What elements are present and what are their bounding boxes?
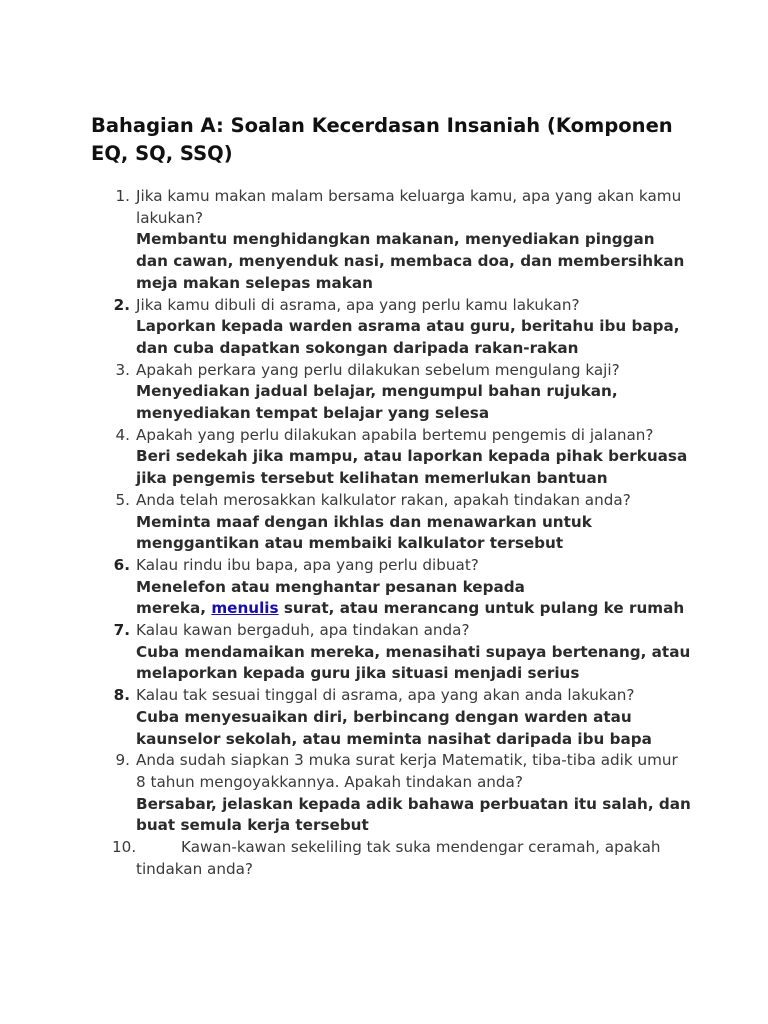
question-text: Anda telah merosakkan kalkulator rakan, apakah tindakan anda? — [136, 490, 631, 509]
answer-text: Menyediakan jadual belajar, mengumpul bahan rujukan, menyediakan tempat belajar yang selesa — [136, 382, 618, 423]
item-number: 5. — [115, 490, 130, 509]
answer-text: Laporkan kepada warden asrama atau guru, beritahu ibu bapa, dan cuba dapatkan sokongan daripada rakan-rakan — [136, 317, 680, 357]
answer-text: Meminta maaf dengan ikhlas dan menawarkan untuk menggantikan atau membaiki kalkulator tersebut — [136, 512, 592, 553]
question-list — [91, 186, 691, 881]
question-text: Anda sudah siapkan 3 muka surat kerja Matematik, tiba-tiba adik umur 8 tahun mengoyakkannya. Apakah tindakan anda? — [136, 751, 678, 791]
answer-pre-link: mereka, — [136, 599, 212, 618]
answer-text: Bersabar, jelaskan kepada adik bahawa perbuatan itu salah, dan buat semula kerja tersebut — [136, 794, 691, 835]
menulis-link[interactable]: menulis — [211, 599, 279, 618]
item-number: 1. — [115, 187, 130, 205]
answer-text: Cuba mendamaikan mereka, menasihati supaya bertenang, atau melaporkan kepada guru jika situasi menjadi serius — [136, 642, 691, 683]
item-number: 4. — [115, 425, 130, 444]
question-text: Kalau rindu ibu bapa, apa yang perlu dibuat? — [136, 555, 479, 574]
question-text: Kawan-kawan sekeliling tak suka mendengar ceramah, apakah tindakan anda? — [136, 838, 661, 878]
answer-text: Membantu menghidangkan makanan, menyediakan pinggan dan cawan, menyenduk nasi, membaca doa, dan membersihkan meja makan selepas makan — [136, 230, 685, 292]
question-text: Apakah yang perlu dilakukan apabila bertemu pengemis di jalanan? — [136, 425, 654, 444]
item-number: 9. — [115, 751, 130, 770]
answer-text — [136, 577, 691, 620]
list-item-2 — [91, 295, 691, 360]
item-number: 7. — [113, 621, 130, 640]
item-number: 6. — [113, 555, 130, 574]
answer-text: Cuba menyesuaikan diri, berbincang dengan warden atau kaunselor sekolah, atau meminta nasihat daripada ibu bapa — [136, 707, 652, 748]
list-item-8 — [91, 685, 691, 750]
document-page — [91, 112, 691, 881]
answer-text: Beri sedekah jika mampu, atau laporkan kepada pihak berkuasa jika pengemis tersebut kelihatan memerlukan bantuan — [136, 447, 688, 488]
list-item-9 — [91, 750, 691, 837]
item-number: 8. — [113, 686, 130, 705]
section-heading: Bahagian A: Soalan Kecerdasan Insaniah (Komponen EQ, SQ, SSQ) — [91, 114, 673, 165]
item-number: 10. — [112, 838, 137, 857]
item-number: 3. — [115, 360, 130, 379]
question-text: Kalau tak sesuai tinggal di asrama, apa yang akan anda lakukan? — [136, 686, 635, 705]
question-text: Apakah perkara yang perlu dilakukan sebelum mengulang kaji? — [136, 360, 620, 379]
list-item-5 — [91, 490, 691, 555]
list-item-1 — [91, 186, 691, 295]
list-item-6 — [91, 555, 691, 620]
question-text: Jika kamu makan malam bersama keluarga kamu, apa yang akan kamu lakukan? — [136, 187, 682, 227]
item-number: 2. — [113, 295, 130, 314]
list-item-7 — [91, 620, 691, 685]
answer-post-link: surat, atau merancang untuk pulang ke rumah — [278, 599, 685, 618]
question-text: Jika kamu dibuli di asrama, apa yang perlu kamu lakukan? — [136, 295, 580, 314]
answer-line-1: Menelefon atau menghantar pesanan kepada — [136, 577, 525, 596]
list-item-4 — [91, 425, 691, 490]
list-item-3 — [91, 360, 691, 425]
list-item-10 — [91, 837, 691, 880]
question-text: Kalau kawan bergaduh, apa tindakan anda? — [136, 621, 470, 640]
